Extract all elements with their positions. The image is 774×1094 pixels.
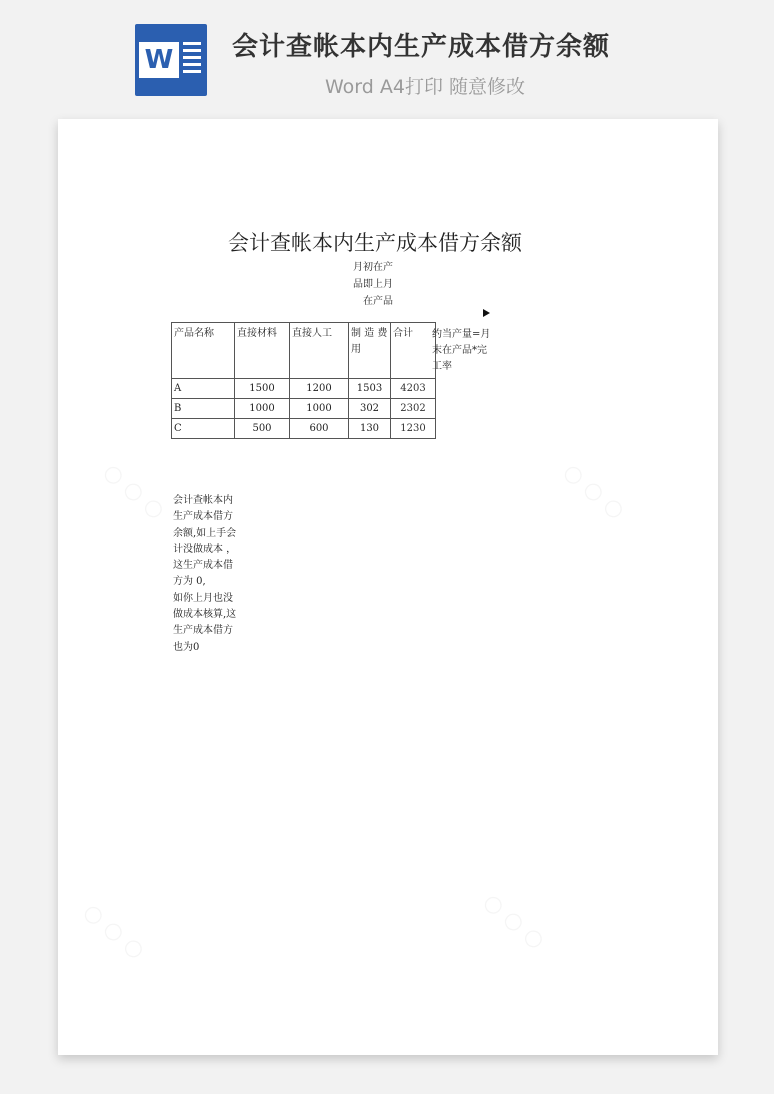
word-icon-letter: W <box>139 42 179 78</box>
table-cell: 4203 <box>391 379 436 399</box>
table-cell: 130 <box>349 419 391 439</box>
document-title: 会计查帐本内生产成本借方余额 <box>228 231 522 255</box>
table-header-cell: 合计 <box>391 323 436 379</box>
word-icon-lines <box>183 42 201 78</box>
table-cell: 600 <box>290 419 349 439</box>
table-cell: 1500 <box>235 379 290 399</box>
document-page <box>58 119 718 1055</box>
table-cell: C <box>172 419 235 439</box>
table-cell: 302 <box>349 399 391 419</box>
banner-subtitle: Word A4打印 随意修改 <box>325 76 526 98</box>
table-cell: 1230 <box>391 419 436 439</box>
table-row <box>172 399 436 419</box>
watermark-decoration: ○ ○ ○ <box>478 888 550 955</box>
table-header-row <box>172 323 436 379</box>
watermark-decoration: ○ ○ ○ <box>558 458 630 525</box>
table-header-cell: 直接材料 <box>235 323 290 379</box>
watermark-decoration: ○ ○ ○ <box>78 898 150 965</box>
table-cell: 1000 <box>290 399 349 419</box>
table-cell: 2302 <box>391 399 436 419</box>
table-header-cell: 产品名称 <box>172 323 235 379</box>
note-equivalent-units: 约当产量=月末在产品*完工率 <box>432 329 491 372</box>
note-opening-wip: 月初在产品即上月在产品 <box>353 262 393 307</box>
word-icon <box>135 24 207 96</box>
table-cell: A <box>172 379 235 399</box>
header-banner <box>0 0 774 118</box>
table-cell: 1000 <box>235 399 290 419</box>
table-header-cell: 直接人工 <box>290 323 349 379</box>
arrow-right-icon <box>483 309 490 317</box>
cost-table <box>171 322 436 439</box>
table-row <box>172 379 436 399</box>
banner-title: 会计查帐本内生产成本借方余额 <box>232 32 611 62</box>
table-header-cell: 制 造 费 用 <box>349 323 391 379</box>
table-row <box>172 419 436 439</box>
table-cell: 1200 <box>290 379 349 399</box>
table-cell: B <box>172 399 235 419</box>
table-cell: 500 <box>235 419 290 439</box>
note-explanation: 会计查帐本内生产成本借方余额,如上手会计没做成本 ，这生产成本借方为 0, 如你上月也没做成本核算,这生产成本借方也为0 <box>173 495 237 653</box>
table-cell: 1503 <box>349 379 391 399</box>
watermark-decoration: ○ ○ ○ <box>98 458 170 525</box>
